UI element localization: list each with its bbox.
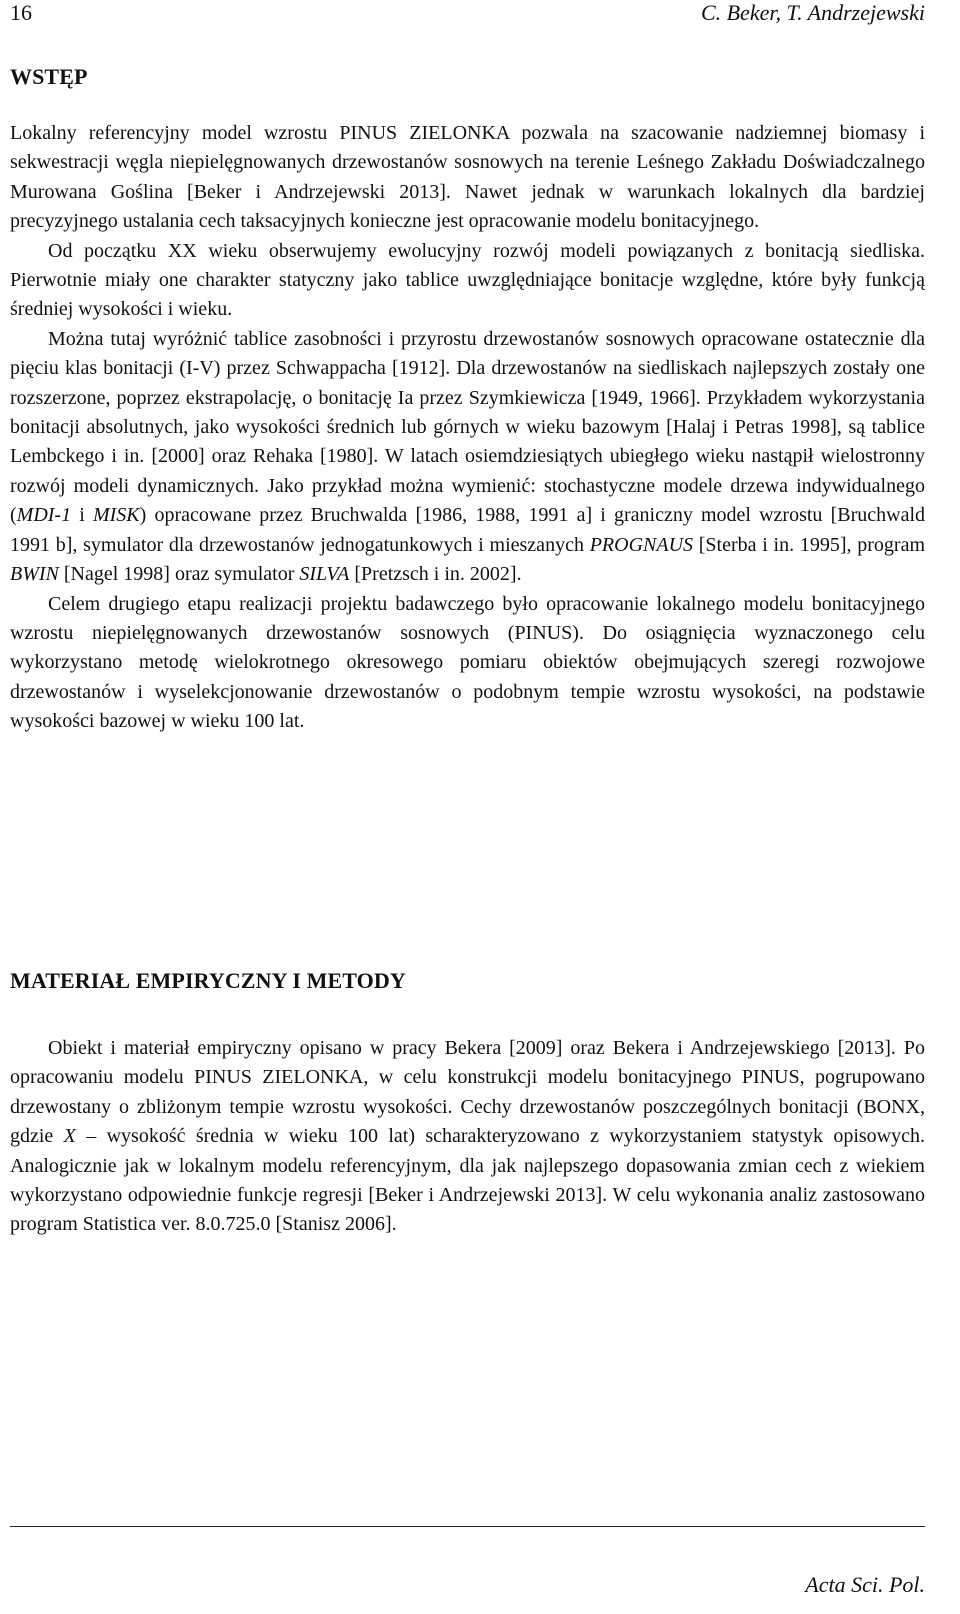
running-header <box>10 0 925 26</box>
section-heading-methods: MATERIAŁ EMPIRYCZNY I METODY <box>10 968 406 993</box>
text-run: [Pretzsch i in. 2002]. <box>349 563 522 586</box>
italic-run: PROGNAUS <box>589 533 694 556</box>
text-run: ) opracowane przez Bruchwalda [1986, 1988, 1991 a] i graniczny model wzrostu [Bruchwald 1991 b], symulator dla drzewostanów jednogatunkowych i mieszanych <box>10 504 925 556</box>
text-run: [Nagel 1998] oraz symulator <box>58 563 300 586</box>
paragraph <box>10 590 925 737</box>
section-heading-intro: WSTĘP <box>10 64 88 89</box>
italic-run: BWIN <box>10 563 59 586</box>
text-run: – wysokość średnia w wieku 100 lat) scharakteryzowano z wykorzystaniem statystyk opisowych. Analogicznie jak w lokalnym modelu referencyjnym, dla jak najlepszego dopasowania zmian cech z wiekiem wykorzystano odpowiednie funkcje regresji [Beker i Andrzejewski 2013]. W celu wykonania analiz zastosowano program Statistica ver. 8.0.725.0 [Stanisz 2006]. <box>10 1125 925 1236</box>
text-run: Obiekt i materiał empiryczny opisano w pracy Bekera [2009] oraz Bekera i Andrzejewskiego [2013]. Po opracowaniu modelu PINUS ZIELONKA, w celu konstrukcji modelu bonitacyjnego PINUS, pogrupowano drzewostany o zbliżonym tempie wzrostu wysokości. Cechy drzewostanów poszczególnych bonitacji (BONX, gdzie <box>10 1037 925 1148</box>
running-authors: C. Beker, T. Andrzejewski <box>700 0 925 25</box>
text-run: Od początku XX wieku obserwujemy ewolucyjny rozwój modeli powiązanych z bonitacją siedliska. Pierwotnie miały one charakter statyczny jako tablice uwzględniające bonitacje względne, które były funkcją średniej wysokości i wieku. <box>10 239 925 321</box>
text-run: Można tutaj wyróżnić tablice zasobności i przyrostu drzewostanów sosnowych opracowane ostatecznie dla pięciu klas bonitacji (I-V) przez Schwappacha [1912]. Dla drzewostanów na siedliskach najlepszych zostały one rozszerzone, poprzez ekstrapolację, o bonitację Ia przez Szymkiewicza [1949, 1966]. Przykładem wykorzystania bonitacji absolutnych, jako wysokości średnich lub górnych w wieku bazowym [Halaj i Petras 1998], są tablice Lembckego i in. [2000] oraz Rehaka [1980]. W latach osiemdziesiątych ubiegłego wieku nastąpił wielostronny rozwój modeli dynamicznych. Jako przykład można wymienić: stochastyczne modele drzewa indywidualnego ( <box>10 327 925 527</box>
paragraph <box>10 119 925 237</box>
italic-run: MDI-1 <box>16 504 72 527</box>
italic-run: SILVA <box>299 563 350 586</box>
paragraph <box>10 1034 925 1240</box>
paragraph <box>10 237 925 325</box>
methods-section-body <box>10 1034 925 1240</box>
document-page <box>10 0 925 1614</box>
text-run: Celem drugiego etapu realizacji projektu badawczego było opracowanie lokalnego modelu bonitacyjnego wzrostu niepielęgnowanych drzewostanów sosnowych (PINUS). Do osiągnięcia wyznaczonego celu wykorzystano metodę wielokrotnego okresowego pomiaru obiektów obejmujących szeregi rozwojowe drzewostanów i wyselekcjonowanie drzewostanów o podobnym tempie wzrostu wysokości, na podstawie wysokości bazowej w wieku 100 lat. <box>10 592 925 733</box>
text-run: Lokalny referencyjny model wzrostu PINUS ZIELONKA pozwala na szacowanie nadziemnej biomasy i sekwestracji węgla niepielęgnowanych drzewostanów sosnowych na terenie Leśnego Zakładu Doświadczalnego Murowana Goślina [Beker i Andrzejewski 2013]. Nawet jednak w warunkach lokalnych dla bardziej precyzyjnego ustalania cech taksacyjnych konieczne jest opracowanie modelu bonitacyjnego. <box>10 122 925 233</box>
italic-run: X <box>63 1125 76 1148</box>
journal-name: Acta Sci. Pol. <box>805 1572 925 1597</box>
paragraph <box>10 325 925 590</box>
text-run: i <box>71 504 93 527</box>
intro-section-body <box>10 119 925 737</box>
italic-run: MISK <box>92 504 140 527</box>
text-run: [Sterba i in. 1995], program <box>693 533 926 556</box>
footer-divider <box>10 1526 925 1527</box>
page-number: 16 <box>10 0 32 25</box>
